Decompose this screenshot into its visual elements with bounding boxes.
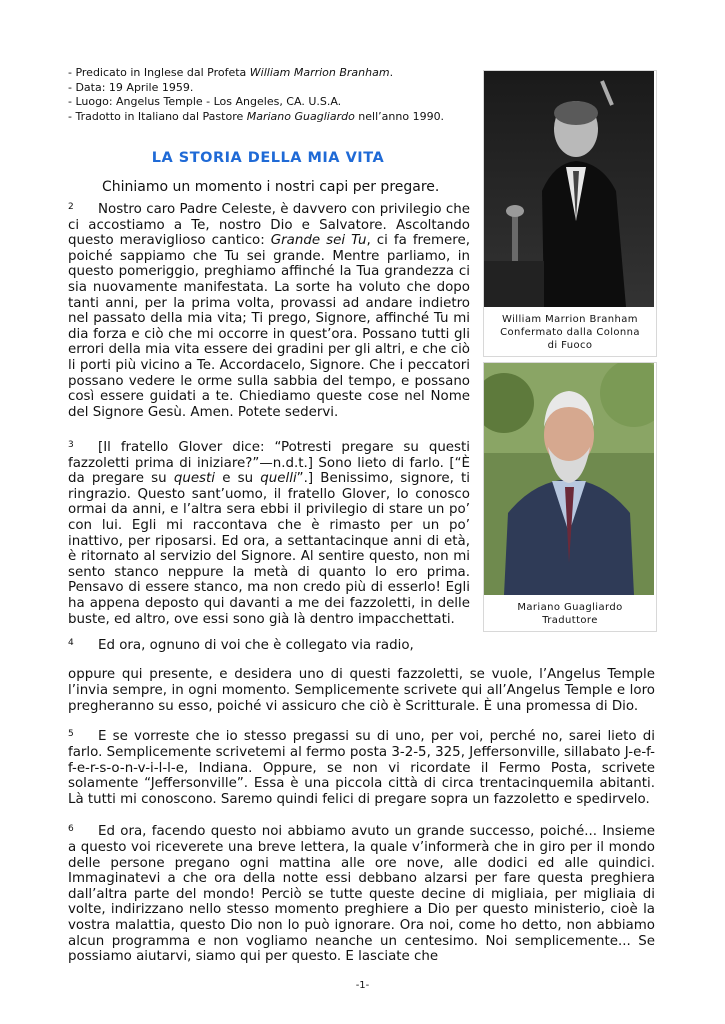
- paragraph-2: 2 Nostro caro Padre Celeste, è davvero con privilegio che ci accostiamo a Te, nostro Dio e Salvatore. Ascoltando questo meraviglioso cantico: Grande sei Tu, ci fa fremere, poiché sappiamo che Tu sei grande. Mentre parliamo, in questo pomeriggio, preghiamo affinché la Tua grandezza ci sia nuovamente manifestata. La sorte ha voluto che dopo tanti anni, per la prima volta, provassi ad andare indietro nel passato della mia vita; Ti prego, Signore, affinché Tu mi dia forza e ciò che mi occorre in quest’ora. Possano tutti gli errori della mia vita essere dei gradini per gli altri, e che ciò li porti più vicino a Te. Accordacelo, Signore. Che i peccatori possano vedere le orme sulla sabbia del tempo, e possano così essere guidati a te. Chiediamo queste cose nel Nome del Signore Gesù. Amen. Potete sedervi.: [68, 202, 470, 420]
- guagliardo-photo: [484, 363, 654, 595]
- meta-place: - Luogo: Angelus Temple - Los Angeles, CA. U.S.A.: [68, 95, 342, 108]
- paragraph-number: 3: [68, 440, 74, 450]
- meta-date: - Data: 19 Aprile 1959.: [68, 80, 194, 94]
- paragraph-6: 6 Ed ora, facendo questo noi abbiamo avuto un grande successo, poiché... Insieme a questo voi riceverete una breve lettera, la quale v’informerà che in giro per il mondo delle persone pregano ogni mattina alle ore nove, alle dodici ed alle quindici. Immaginatevi a che ora della notte essi debbano alzarsi per fare questa preghiera dall’altra parte del mondo! Perciò se tutte queste decine di migliaia, per migliaia di volte, indirizzano nello stesso momento preghiere a Dio per questo ministerio, cioè la vostra malattia, questo Dio non lo può ignorare. Ora noi, come ho detto, non abbiamo alcun programma e non vogliamo neanche un centesimo. Noi semplicemente... Se possiamo aiutarvi, siamo qui per questo. E lasciate che: [68, 824, 655, 965]
- page-number: -1-: [355, 980, 370, 991]
- paragraph-1: Chiniamo un momento i nostri capi per pregare.: [102, 179, 440, 195]
- paragraph-4: oppure qui presente, e desidera uno di questi fazzoletti, se vuole, l’Angelus Temple l’invia sempre, in ogni momento. Semplicemente scrivete qui all’Angelus Temple e loro pregheranno su esso, poiché vi assicuro che ciò è Scritturale. È una promessa di Dio.: [68, 667, 655, 714]
- paragraph-number: 2: [68, 202, 74, 212]
- paragraph-number: 6: [68, 824, 74, 835]
- sermon-metadata: [68, 66, 478, 124]
- branham-photo: [484, 71, 654, 307]
- paragraph-number: 5: [68, 729, 74, 740]
- figure-branham: [483, 70, 657, 357]
- guagliardo-caption: Mariano Guagliardo Traduttore: [517, 602, 623, 626]
- paragraph-number: 4: [68, 638, 74, 648]
- paragraph-5: 5 E se vorreste che io stesso pregassi su di uno, per voi, perché no, sarei lieto di farlo. Semplicemente scrivetemi al fermo posta 3-2-5, 325, Jeffersonville, sillabato J-e-f-f-e-r-s-o-n-v-i-l-l-e, Indiana. Oppure, se non vi ricordate il Fermo Posta, scrivete solamente “Jeffersonville”. Essa è una piccola città di circa trentacinquemila abitanti. Là tutti mi conoscono. Saremo quindi felici di pregare sopra un fazzoletto e spedirvelo.: [68, 729, 655, 807]
- document-title: LA STORIA DELLA MIA VITA: [151, 150, 385, 166]
- figure-guagliardo: [483, 362, 657, 632]
- paragraph-3: 3 [Il fratello Glover dice: “Potresti pregare su questi fazzoletti prima di iniziare?”—n.d.t.] Sono lieto di farlo. [“È da pregare su questi e su quelli”.] Benissimo, signore, ti ringrazio. Questo sant’uomo, il fratello Glover, lo conosco ormai da anni, e l’altra sera ebbi il privilegio di stare un po’ con lui. Egli mi raccontava che è rimasto per un po’ inattivo, per riposarsi. Ed ora, a settantacinque anni di età, è ritornato al servizio del Signore. Al sentire questo, non mi sento stanco neppure la metà di quanto lo ero prima. Pensavo di essere stanco, ma non credo più di esserlo! Egli ha appena deposto qui davanti a me dei fazzoletti, in delle buste, ed altro, ove essi sono già là dentro impacchettati.: [68, 440, 470, 627]
- meta-preacher: - Predicato in Inglese dal Profeta William Marrion Branham.: [68, 66, 394, 79]
- branham-caption: William Marrion Branham Confermato dalla Colonna di Fuoco: [500, 314, 640, 351]
- paragraph-4-start: 4 Ed ora, ognuno di voi che è collegato via radio,: [68, 638, 414, 653]
- meta-translator: - Tradotto in Italiano dal Pastore Mariano Guagliardo nell’anno 1990.: [68, 109, 445, 123]
